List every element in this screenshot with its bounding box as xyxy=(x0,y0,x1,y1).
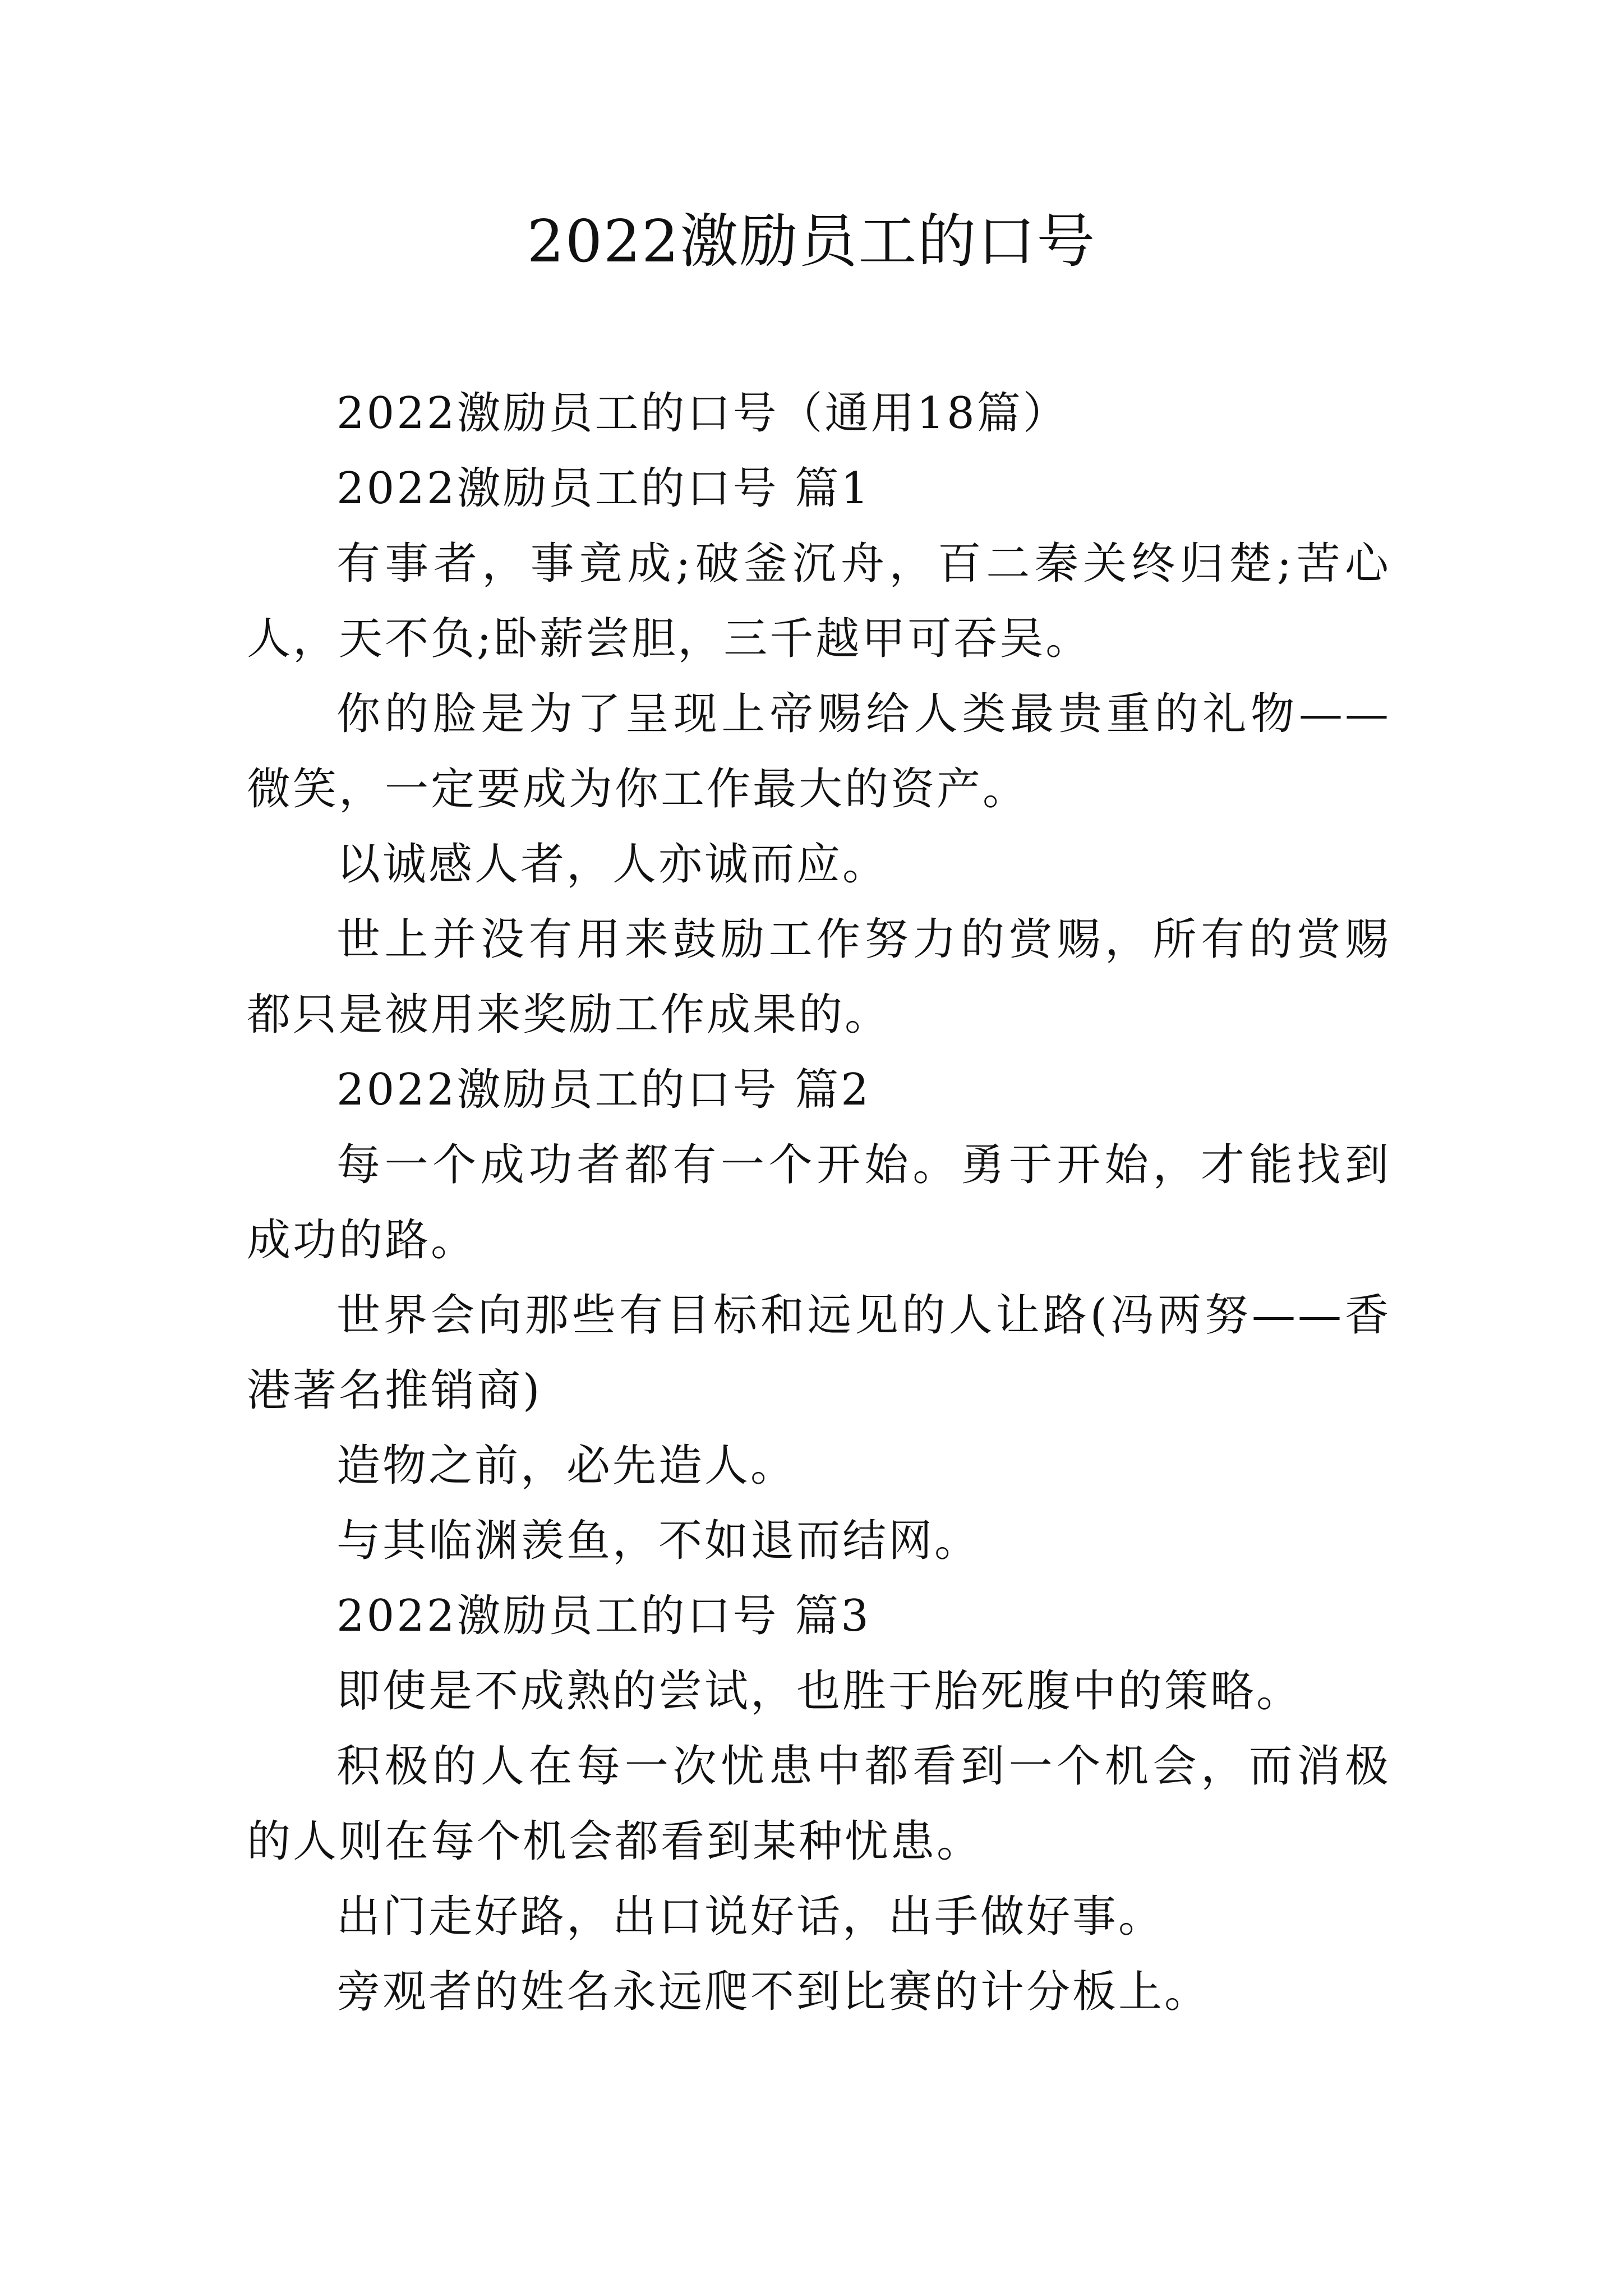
page-title: 2022激励员工的口号 xyxy=(527,207,1096,275)
section-heading: 2022激励员工的口号 篇1 xyxy=(336,463,871,514)
body-paragraph: 以诚感人者，人亦诚而应。 xyxy=(336,839,889,890)
body-paragraph: 每一个成功者都有一个开始。勇于开始，才能找到成功的路。 xyxy=(247,1140,1391,1266)
body-paragraph: 与其临渊羡鱼，不如退而结网。 xyxy=(336,1516,981,1566)
body-paragraph: 造物之前，必先造人。 xyxy=(336,1441,797,1491)
section-heading: 2022激励员工的口号 篇3 xyxy=(336,1591,871,1641)
body-paragraph: 即使是不成熟的尝试，也胜于胎死腹中的策略。 xyxy=(336,1666,1303,1717)
body-paragraph: 积极的人在每一次忧患中都看到一个机会，而消极的人则在每个机会都看到某种忧患。 xyxy=(247,1741,1391,1867)
body-paragraph: 有事者，事竟成;破釜沉舟，百二秦关终归楚;苦心人，天不负;卧薪尝胆，三千越甲可吞吴。 xyxy=(247,539,1391,664)
body-paragraph: 你的脸是为了呈现上帝赐给人类最贵重的礼物——微笑，一定要成为你工作最大的资产。 xyxy=(247,689,1391,815)
document-body xyxy=(247,376,1391,2030)
body-paragraph: 出门走好路，出口说好话，出手做好事。 xyxy=(336,1892,1165,1942)
body-paragraph: 世上并没有用来鼓励工作努力的赏赐，所有的赏赐都只是被用来奖励工作成果的。 xyxy=(247,914,1391,1040)
body-paragraph: 旁观者的姓名永远爬不到比赛的计分板上。 xyxy=(336,1967,1211,2017)
subtitle-paragraph: 2022激励员工的口号（通用18篇） xyxy=(336,388,1069,439)
section-heading: 2022激励员工的口号 篇2 xyxy=(336,1065,871,1115)
body-paragraph: 世界会向那些有目标和远见的人让路(冯两努——香港著名推销商) xyxy=(247,1290,1391,1416)
